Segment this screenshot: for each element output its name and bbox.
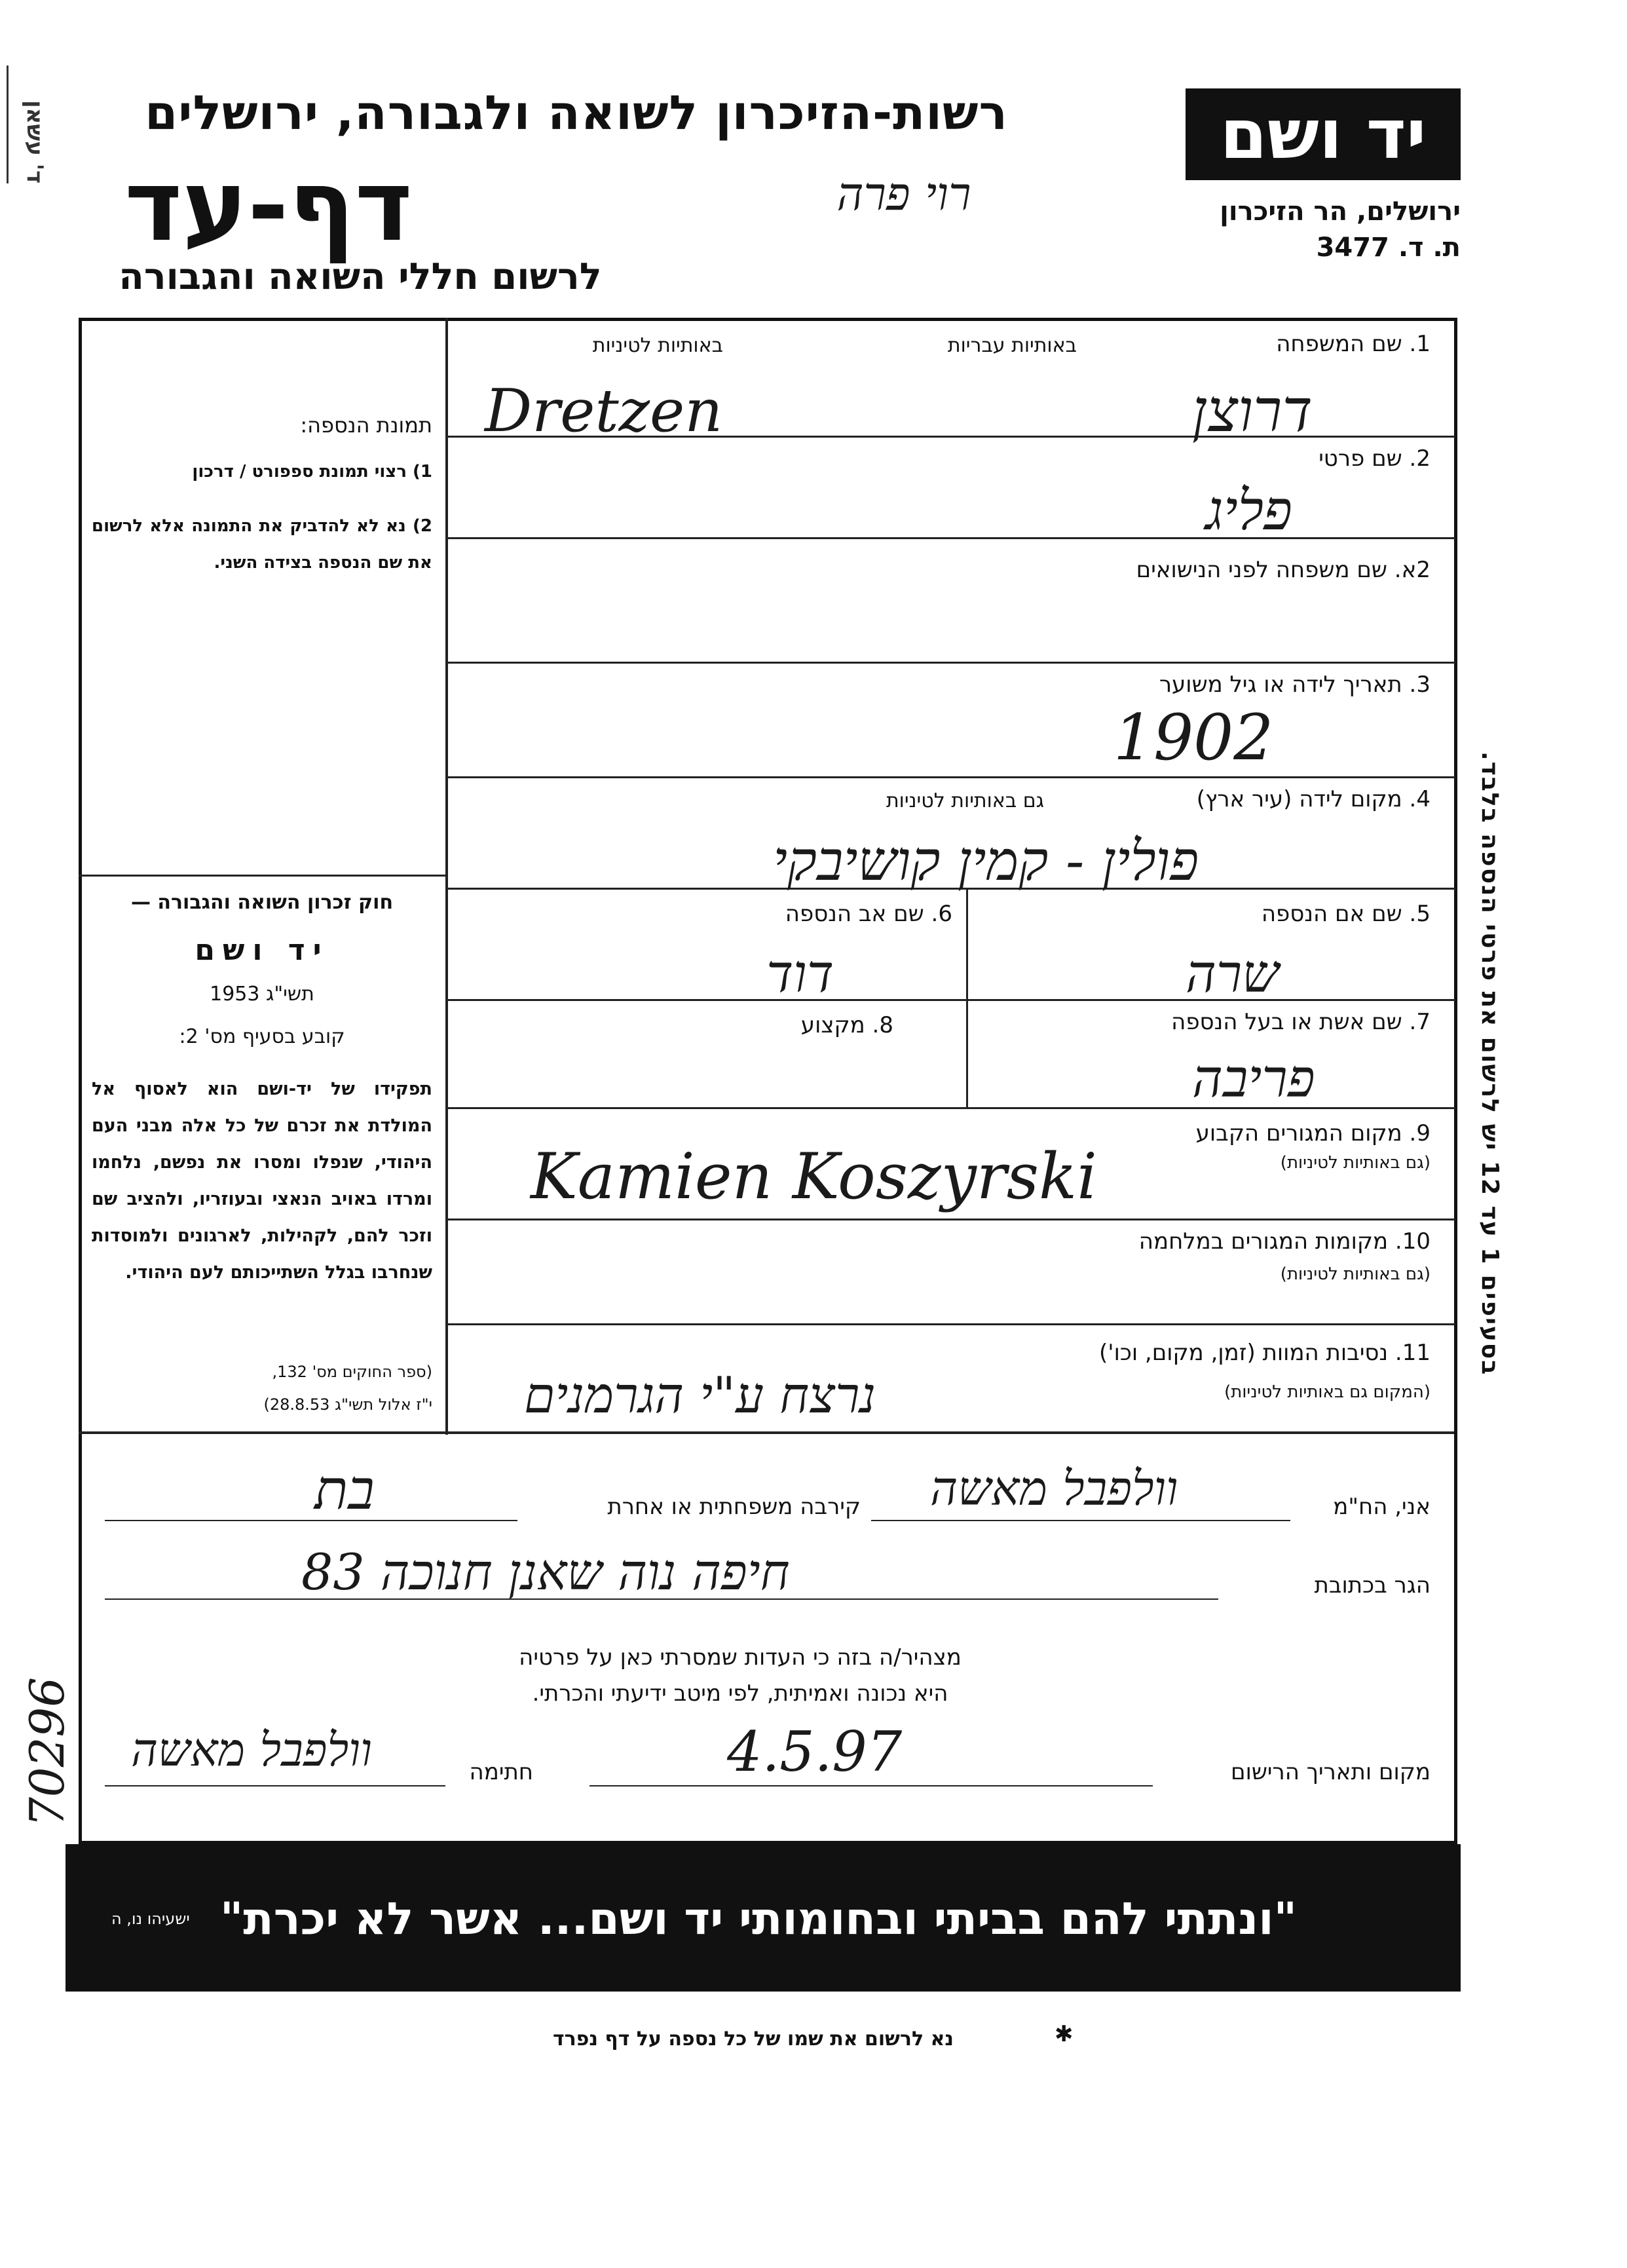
field-6-value[interactable]: דוד — [766, 943, 834, 1004]
row-line-9 — [447, 1219, 1455, 1220]
field-6-label: 6. שם אב הנספה — [785, 901, 952, 927]
footer-note: נא לרשום את שמו של כל נספה על דף נפרד — [552, 2028, 954, 2051]
statement-1: מצהיר/ה בזה כי העדות שמסרתי כאן על פרטיה — [519, 1644, 962, 1671]
form-title: דף-עד — [124, 149, 413, 263]
declarant-label: אני, הח"מ — [1333, 1494, 1431, 1520]
law-ref1: (ספר החוקים מס' 132, — [272, 1363, 432, 1381]
field-4-latin-note: גם באותיות לטיניות — [886, 789, 1044, 812]
place-date-label: מקום ותאריך הרישום — [1231, 1759, 1431, 1785]
law-ref2: י"ז אלול תשי"ג 28.8.53) — [263, 1395, 432, 1414]
field-11-note: (המקום גם באותיות לטיניות) — [1224, 1382, 1431, 1402]
field-1-latin-header: באותיות לטיניות — [592, 334, 723, 357]
row-line-2a — [447, 662, 1455, 664]
left-panel-split — [79, 875, 447, 877]
law-section: קובע בסעיף מס' 2: — [179, 1025, 345, 1048]
field-9-label: 9. מקום המגורים הקבוע — [1195, 1120, 1431, 1146]
field-1-value-hebrew[interactable]: דרוצן — [1192, 377, 1313, 445]
address-label: הגר בכתובת — [1314, 1572, 1431, 1598]
statement-2: היא נכונה ואמיתית, לפי מיטב ידיעתי והכרתי. — [532, 1680, 948, 1707]
place-date-value[interactable]: 4.5.97 — [727, 1720, 903, 1784]
row-line-10 — [447, 1323, 1455, 1325]
field-11-value[interactable]: נרצח ע"י הגרמנים — [524, 1366, 876, 1424]
field-7-value[interactable]: פריבה — [1192, 1048, 1315, 1109]
law-heading: חוק זכרון השואה והגבורה — — [130, 891, 394, 914]
field-2-label: 2. שם פרטי — [1318, 445, 1431, 472]
field-7-label: 7. שם אשת או בעל הנספה — [1171, 1009, 1431, 1035]
law-body: תפקידו של יד-ושם הוא לאסוף אל המולדת את זכרם של כל אלה מבני העם היהודי, שנפלו ומסרו את נפשם, נלחמו ומרדו באויב הנאצי ובעוזריו, ולהציב שם וזכר להם, לקהילות, לארגונים ולמוסדות שנחרבו בגלל השתייכותם לעם היהודי. — [92, 1079, 432, 1283]
field-1-label: 1. שם המשפחה — [1276, 331, 1431, 357]
logo-address: ירושלים, הר הזיכרון — [1220, 197, 1461, 227]
field-8-label: 8. מקצוע — [800, 1012, 893, 1038]
field-3-value[interactable]: 1902 — [1113, 701, 1274, 774]
field-4-label: 4. מקום לידה (עיר ארץ) — [1196, 786, 1431, 812]
address-value[interactable]: חיפה נוה שאנן חנוכה 83 — [301, 1543, 790, 1601]
banner-quote: "ונתתי להם בביתי ובחומותי יד ושם... אשר לא יכרת" — [219, 1893, 1297, 1945]
field-3-label: 3. תאריך לידה או גיל משוער — [1159, 671, 1431, 698]
signature-line — [105, 1785, 445, 1786]
law-year: תשי"ג 1953 — [210, 983, 314, 1006]
law-name: יד ושם — [195, 934, 329, 967]
yad-vashem-logo: יד ושם — [1186, 88, 1461, 180]
field-2a-label: 2א. שם משפחה לפני הנישואים — [1136, 557, 1431, 583]
side-note: בסעיפים 1 עד 12 יש לרשום את פרטי הנספה בלבד. — [1476, 751, 1503, 1376]
field-10-label: 10. מקומות המגורים במלחמה — [1138, 1228, 1431, 1255]
field-1-hebrew-header: באותיות עבריות — [947, 334, 1077, 357]
row-line-2 — [447, 537, 1455, 539]
logo-pobox: ת. ד. 3477 — [1316, 233, 1461, 263]
field-9-note: (גם באותיות לטיניות) — [1280, 1153, 1431, 1173]
form-subtitle: לרשום חללי השואה והגבורה — [119, 255, 602, 298]
field-4-value[interactable]: פולין - קמין קושיבקי — [773, 829, 1199, 893]
place-date-line — [589, 1785, 1153, 1786]
field-2-value[interactable]: פליג — [1205, 478, 1293, 542]
quote-banner — [65, 1844, 1461, 1992]
photo-panel-item2: 2) נא לא להדביק את התמונה אלא לרשום את שם הנספה בצידה השני. — [92, 516, 432, 573]
field-5-label: 5. שם אם הנספה — [1261, 901, 1431, 927]
signature-label: חתימה — [469, 1759, 533, 1785]
row-line-5 — [447, 999, 1455, 1001]
field-9-value[interactable]: Kamien Koszyrski — [531, 1140, 1097, 1213]
row-line-3 — [447, 776, 1455, 778]
asterisk-icon: ✱ — [1055, 2021, 1074, 2047]
declarant-line — [871, 1520, 1290, 1521]
margin-number: 70296 — [20, 1677, 75, 1828]
field-11-label: 11. נסיבות המוות (זמן, מקום, וכו') — [1098, 1340, 1431, 1366]
photo-panel-item1: 1) רצוי תמונת ספפורט / דרכון — [192, 462, 432, 482]
relation-label: קירבה משפחתית או אחרת — [607, 1494, 861, 1520]
declarant-value[interactable]: וולפבל מאשה — [930, 1461, 1178, 1516]
row-line-11 — [79, 1431, 1454, 1434]
photo-panel-title: תמונת הנספה: — [300, 413, 432, 438]
field-10-note: (גם באותיות לטיניות) — [1280, 1264, 1431, 1284]
field-5-value[interactable]: שרה — [1186, 943, 1279, 1004]
margin-stamp: ד' עשאן — [7, 66, 48, 183]
col-divider-5-6 — [966, 888, 968, 1107]
banner-source: ישעיהו נו, ה — [111, 1910, 190, 1928]
relation-value[interactable]: בת — [314, 1458, 375, 1522]
handwritten-note: רוי פרה — [836, 167, 971, 221]
relation-line — [105, 1520, 517, 1521]
signature-value[interactable]: וולפבל מאשה — [131, 1723, 373, 1777]
field-1-value-latin[interactable]: Dretzen — [485, 377, 723, 445]
org-line: רשות-הזיכרון לשואה ולגבורה, ירושלים — [145, 85, 1008, 140]
